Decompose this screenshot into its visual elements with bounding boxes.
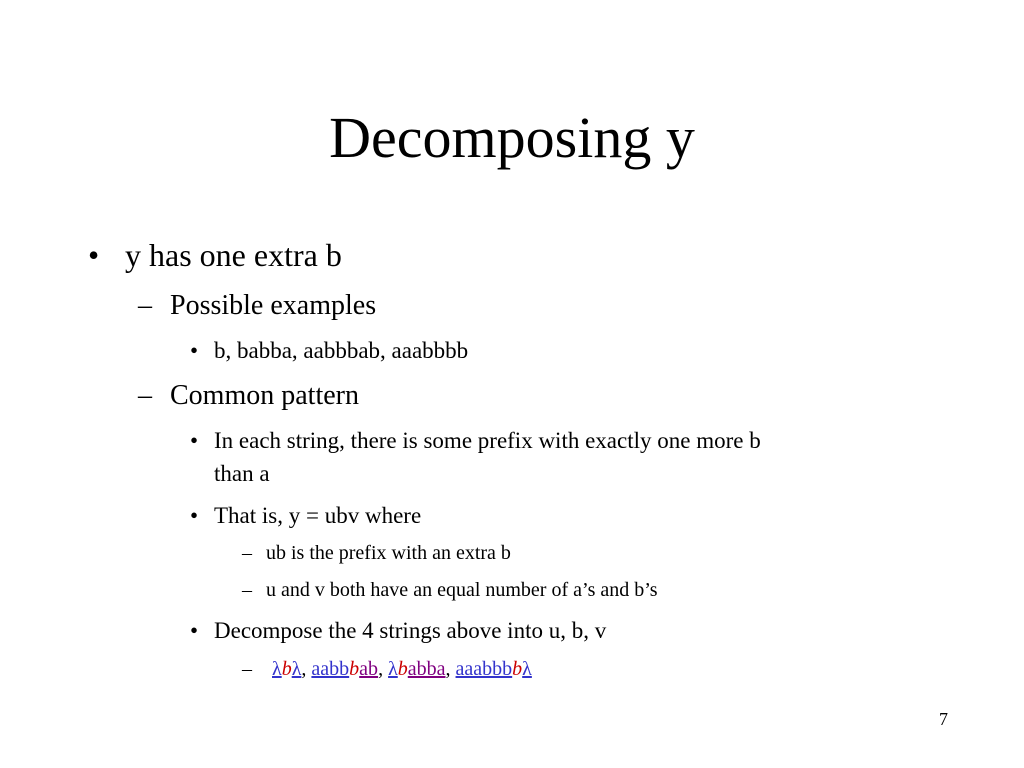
s4-v-link[interactable]: λ — [522, 658, 532, 680]
dash-marker: – — [242, 658, 252, 680]
s1-b: b — [281, 658, 292, 680]
page-number: 7 — [939, 709, 948, 729]
decompose-instruction: Decompose the 4 strings above into u, b, v — [214, 618, 607, 643]
separator: , — [301, 658, 312, 680]
s3-v-link[interactable]: abba — [407, 658, 446, 680]
dash-marker: – — [242, 542, 252, 564]
s2-u-link[interactable]: aabb — [311, 658, 350, 680]
s4-u-link[interactable]: aaabbb — [455, 658, 513, 680]
slide-title: Decomposing y — [329, 105, 695, 170]
dash-marker: – — [138, 290, 152, 321]
separator: , — [445, 658, 456, 680]
dash-marker: – — [138, 380, 152, 411]
decomposition-line — [272, 656, 532, 682]
uv-equal-note: u and v both have an equal number of a’s and b’s — [266, 579, 658, 601]
s1-v-link[interactable]: λ — [291, 658, 302, 680]
s4-b: b — [512, 658, 523, 680]
prefix-statement-line2: than a — [214, 461, 270, 486]
s3-b: b — [397, 658, 408, 680]
bullet-marker: • — [190, 503, 199, 528]
s2-v-link[interactable]: ab — [359, 658, 379, 680]
examples-list: b, babba, aabbbab, aaabbbb — [214, 338, 469, 363]
subbullet-possible-examples: Possible examples — [170, 290, 377, 321]
dash-marker: – — [242, 579, 252, 601]
s1-u-link[interactable]: λ — [272, 658, 282, 680]
prefix-statement-line1: In each string, there is some prefix with exactly one more b — [214, 428, 761, 453]
bullet-marker: • — [88, 237, 100, 273]
bullet-marker: • — [190, 338, 199, 363]
bullet-marker: • — [190, 618, 199, 643]
s3-u-link[interactable]: λ — [388, 658, 398, 680]
separator: , — [378, 658, 389, 680]
bullet-marker: • — [190, 428, 199, 453]
s2-b: b — [349, 658, 360, 680]
subbullet-common-pattern: Common pattern — [170, 380, 359, 411]
that-is-statement: That is, y = ubv where — [214, 503, 422, 528]
ub-prefix-note: ub is the prefix with an extra b — [266, 542, 511, 564]
bullet-y-has-one-extra-b: y has one extra b — [125, 237, 342, 273]
